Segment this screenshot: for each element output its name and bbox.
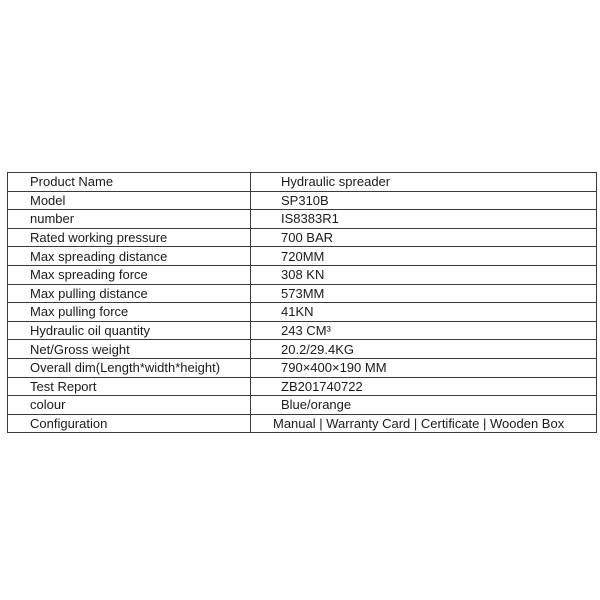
row-value: 790×400×190 MM xyxy=(251,358,597,377)
table-row xyxy=(8,228,597,247)
table-row xyxy=(8,191,597,210)
row-label: Overall dim(Length*width*height) xyxy=(8,358,251,377)
table-row xyxy=(8,414,597,433)
row-value: 720MM xyxy=(251,247,597,266)
table-row xyxy=(8,284,597,303)
table-row xyxy=(8,321,597,340)
row-label: Configuration xyxy=(8,414,251,433)
table-row xyxy=(8,396,597,415)
row-value: Hydraulic spreader xyxy=(251,173,597,192)
row-label: Model xyxy=(8,191,251,210)
row-label: Test Report xyxy=(8,377,251,396)
table-row xyxy=(8,247,597,266)
row-value: SP310B xyxy=(251,191,597,210)
row-value: 308 KN xyxy=(251,265,597,284)
table-row xyxy=(8,358,597,377)
row-label: Max pulling distance xyxy=(8,284,251,303)
row-value: Blue/orange xyxy=(251,396,597,415)
table-row xyxy=(8,210,597,229)
table-row xyxy=(8,265,597,284)
table-row xyxy=(8,377,597,396)
table-row xyxy=(8,173,597,192)
row-value: Manual | Warranty Card | Certificate | Wooden Box xyxy=(251,414,597,433)
spec-table xyxy=(7,172,597,433)
row-label: Max spreading force xyxy=(8,265,251,284)
row-label: Product Name xyxy=(8,173,251,192)
row-label: Net/Gross weight xyxy=(8,340,251,359)
row-value: 41KN xyxy=(251,303,597,322)
row-value: 20.2/29.4KG xyxy=(251,340,597,359)
row-value: 573MM xyxy=(251,284,597,303)
table-row xyxy=(8,303,597,322)
table-row xyxy=(8,340,597,359)
row-label: number xyxy=(8,210,251,229)
row-label: Rated working pressure xyxy=(8,228,251,247)
row-label: Max pulling force xyxy=(8,303,251,322)
row-value: IS8383R1 xyxy=(251,210,597,229)
row-value: 700 BAR xyxy=(251,228,597,247)
row-label: Max spreading distance xyxy=(8,247,251,266)
row-label: Hydraulic oil quantity xyxy=(8,321,251,340)
row-value: ZB201740722 xyxy=(251,377,597,396)
row-label: colour xyxy=(8,396,251,415)
row-value: 243 CM³ xyxy=(251,321,597,340)
